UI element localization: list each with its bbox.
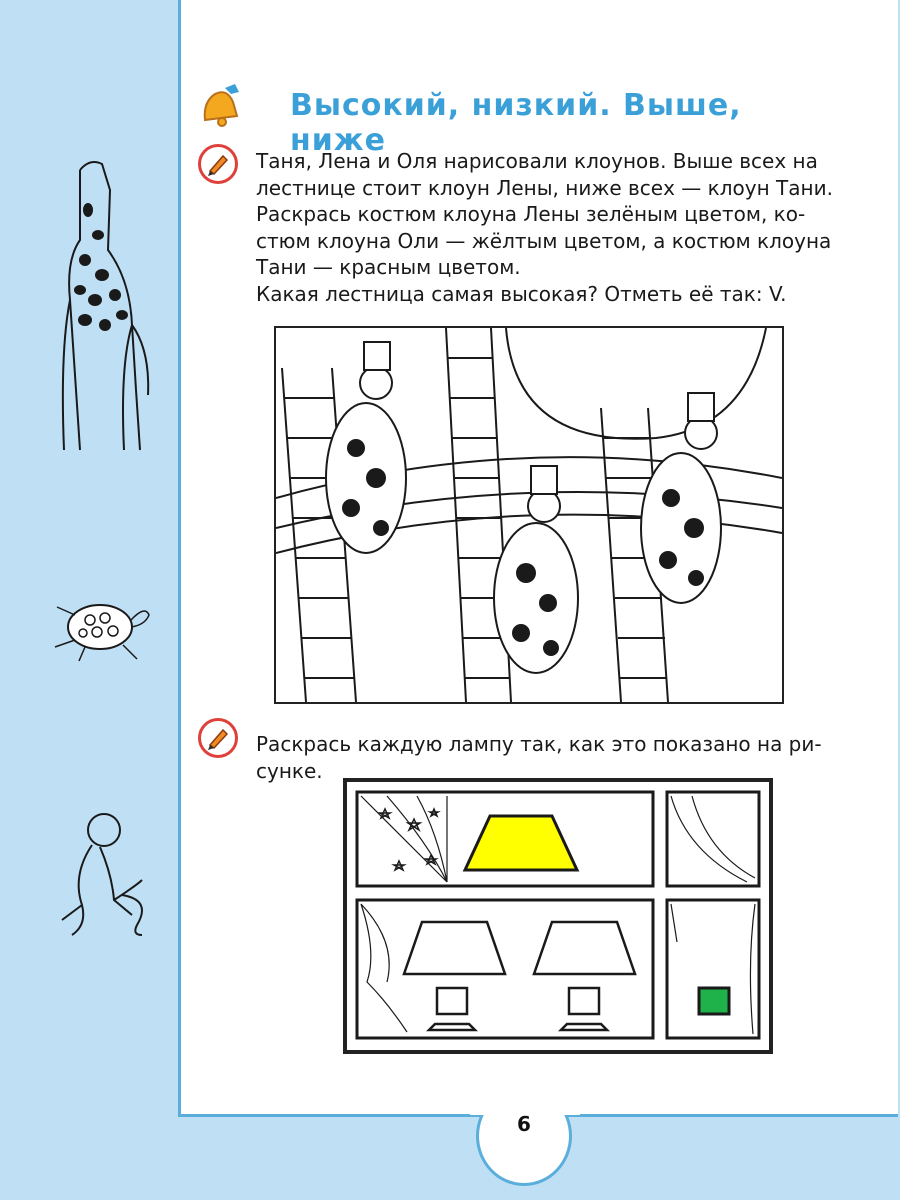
task-1-line: лестнице стоит клоун Лены, ниже всех — клоун Тани.: [256, 175, 833, 200]
task-2-text: [256, 731, 822, 784]
task-1-line: Таня, Лена и Оля нарисовали клоунов. Выше всех на: [256, 149, 818, 173]
pencil-icon: [198, 718, 238, 758]
clown-figure: [494, 466, 578, 673]
turtle-icon: [45, 585, 160, 665]
task-1-text: [256, 148, 833, 307]
clown-figure: [641, 393, 721, 603]
page-title: Высокий, низкий. Выше, ниже: [290, 88, 742, 158]
task-1-line: Тани — красным цветом.: [256, 255, 521, 279]
giraffe-icon: [40, 150, 160, 460]
task-1-line: Какая лестница самая высокая? Отметь её так: V.: [256, 281, 787, 306]
page-number: 6: [517, 1112, 531, 1136]
page-tab-cover: [470, 1060, 580, 1115]
lamp-left: [404, 922, 505, 1030]
task-2-line: Раскрась каждую лампу так, как это показано на ри-: [256, 732, 822, 756]
task-1-line: стюм клоуна Оли — жёлтым цветом, а костюм клоуна: [256, 228, 832, 253]
clowns-illustration: [274, 326, 784, 704]
lamp-right: [534, 922, 635, 1030]
green-lamp-square: [699, 988, 729, 1014]
yellow-lamp-shade: [465, 816, 577, 870]
monkey-icon: [42, 805, 157, 945]
task-2-line: сунке.: [256, 758, 323, 783]
pencil-icon: [198, 144, 238, 184]
task-1-line: Раскрась костюм клоуна Лены зелёным цветом, ко-: [256, 202, 806, 226]
clown-figure: [326, 342, 406, 553]
bell-icon: [195, 82, 243, 128]
lamps-illustration: [343, 778, 773, 1054]
